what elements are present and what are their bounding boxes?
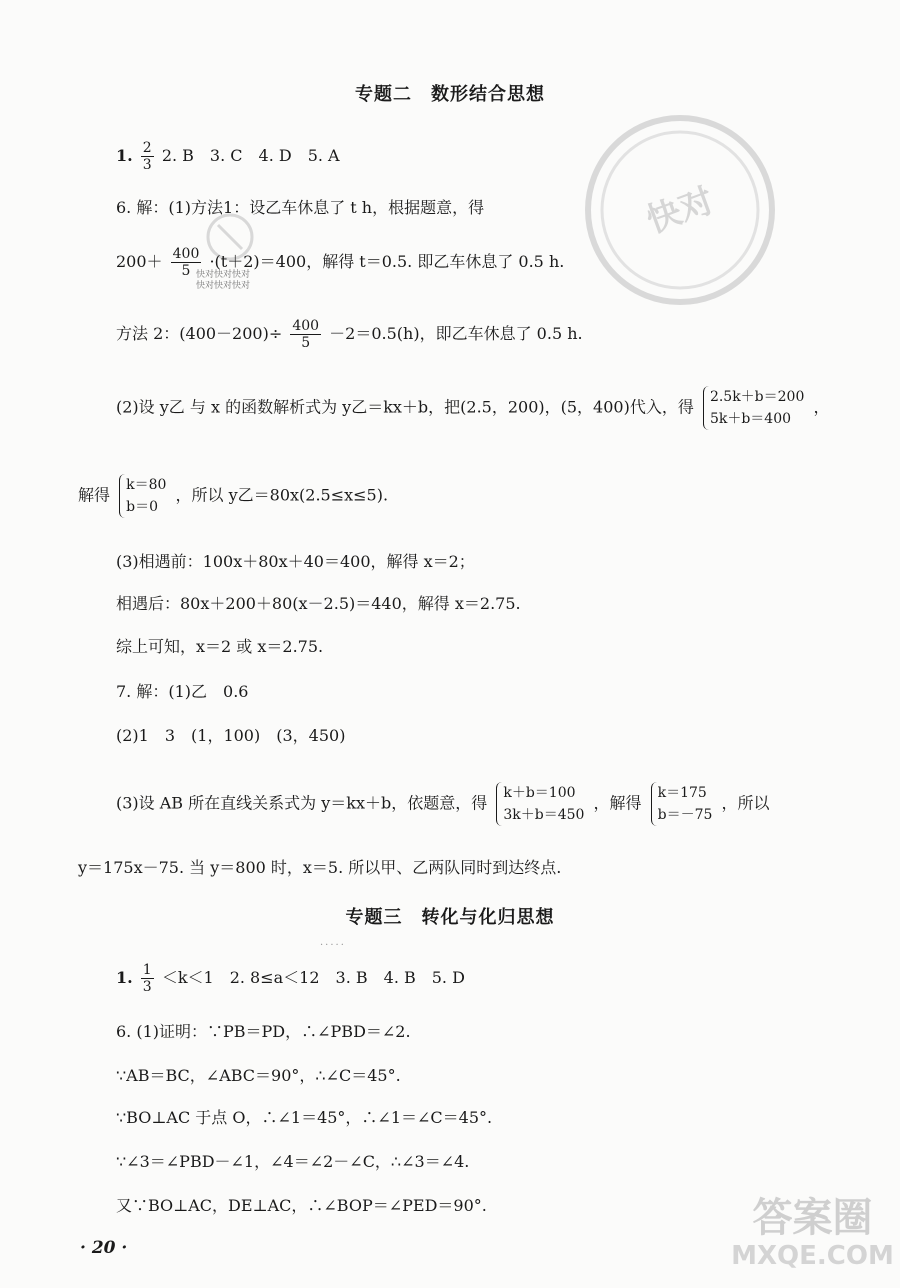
s2-q1-frac-num: 2 bbox=[142, 140, 152, 156]
s2-q6-p2-system bbox=[703, 386, 804, 430]
watermark-small-line-2: 快对快对快对 bbox=[196, 281, 251, 291]
s2-q7-p3-mid: ，解得 bbox=[593, 793, 642, 813]
s3-q6-e: 又∵BO⊥AC，DE⊥AC，∴∠BOP＝∠PED＝90°. bbox=[116, 1196, 487, 1215]
s3-q1-line bbox=[116, 962, 465, 995]
section-2-heading: 专题二 数形结合思想 bbox=[355, 84, 545, 105]
s2-q6-method2 bbox=[116, 318, 583, 351]
s2-q6-method2-post: －2＝0.5(h)，即乙车休息了 0.5 h. bbox=[329, 324, 583, 343]
s2-q7-p3 bbox=[116, 782, 770, 826]
s2-q6-method2-frac-num: 400 bbox=[292, 318, 320, 334]
s2-q6-method2-pre: 方法 2：(400－200)÷ bbox=[116, 324, 283, 343]
s2-q1-fraction bbox=[141, 140, 154, 173]
s2-q7-p3-sys2: 3k＋b＝450 bbox=[503, 807, 585, 823]
s2-q6-p2-sys1: 2.5k＋b＝200 bbox=[709, 389, 805, 405]
divider-dots: ····· bbox=[320, 940, 346, 951]
s3-q1-fraction bbox=[141, 962, 154, 995]
s2-q1-line bbox=[116, 140, 340, 173]
s2-q7-p3-post: ，所以 bbox=[721, 793, 770, 813]
s3-q1-frac-den: 3 bbox=[142, 979, 152, 995]
s2-q7-p3-end: y＝175x－75. 当 y＝800 时，x＝5. 所以甲、乙两队同时到达终点. bbox=[78, 858, 562, 877]
s2-q6-p2-tail: ， bbox=[813, 397, 830, 417]
s3-q6-a: 6. (1)证明：∵PB＝PD，∴∠PBD＝∠2. bbox=[116, 1022, 411, 1041]
s2-q6-method2-fraction bbox=[290, 318, 321, 351]
s2-q6-solve-post: ，所以 y乙＝80x(2.5≤x≤5). bbox=[175, 485, 389, 505]
watermark-stamp-icon bbox=[580, 110, 780, 310]
watermark-corner-text: 答案圈 bbox=[752, 1195, 873, 1241]
s2-q6-eq1-post: ·(t＋2)＝400，解得 t＝0.5. 即乙车休息了 0.5 h. bbox=[209, 252, 565, 271]
s2-q6-p3-b: 相遇后：80x＋200＋80(x－2.5)＝440，解得 x＝2.75. bbox=[116, 594, 521, 613]
s3-q1-frac-num: 1 bbox=[142, 962, 152, 978]
s2-q6-solve-pre: 解得 bbox=[78, 485, 111, 505]
s2-q7-p3-sys1: k＋b＝100 bbox=[503, 785, 576, 801]
watermark-corner-logo bbox=[730, 1195, 895, 1271]
s2-q6-solve bbox=[78, 474, 388, 518]
s2-q1-label: 1. bbox=[116, 146, 133, 165]
s2-q7-p3-system-2 bbox=[651, 782, 713, 826]
s2-q7-p2: (2)1 3 (1，100) (3，450) bbox=[116, 726, 346, 745]
watermark-small-line-1: 快对快对快对 bbox=[196, 270, 251, 280]
s2-q6-eq1-pre: 200＋ bbox=[116, 252, 163, 271]
s2-q6-p3-a: (3)相遇前：100x＋80x＋40＝400，解得 x＝2； bbox=[116, 552, 475, 571]
watermark-corner-url: MXQE.COM bbox=[731, 1241, 894, 1271]
s2-q6-solve-system bbox=[119, 474, 166, 518]
s2-q6-eq1-frac-num: 400 bbox=[172, 246, 200, 262]
s3-q1-label: 1. bbox=[116, 968, 133, 987]
s3-q6-d: ∵∠3＝∠PBD－∠1，∠4＝∠2－∠C，∴∠3＝∠4. bbox=[116, 1152, 470, 1171]
s2-q7-head: 7. 解：(1)乙 0.6 bbox=[116, 682, 249, 701]
s3-q6-c: ∵BO⊥AC 于点 O，∴∠1＝45°，∴∠1＝∠C＝45°. bbox=[116, 1108, 493, 1127]
s2-q7-p3-system-1 bbox=[496, 782, 584, 826]
s2-q6-p2-text: (2)设 y乙 与 x 的函数解析式为 y乙＝kx＋b，把(2.5，200)，(5，400)代入，得 bbox=[116, 397, 694, 417]
s2-q6-p2-sys2: 5k＋b＝400 bbox=[709, 411, 792, 427]
page-number: · 20 · bbox=[80, 1238, 128, 1258]
s2-q7-p3-pre: (3)设 AB 所在直线关系式为 y＝kx＋b，依题意，得 bbox=[116, 793, 488, 813]
section-3-heading: 专题三 转化与化归思想 bbox=[345, 907, 555, 928]
watermark-big-text: 快对 bbox=[641, 180, 720, 242]
s2-q7-p3-sys4: b＝－75 bbox=[657, 807, 713, 823]
s3-q1-rest: ＜k＜1 2. 8≤a＜12 3. B 4. B 5. D bbox=[161, 968, 465, 987]
s2-q6-head: 6. 解：(1)方法1：设乙车休息了 t h，根据题意，得 bbox=[116, 198, 485, 217]
s2-q1-rest: 2. B 3. C 4. D 5. A bbox=[161, 146, 340, 165]
s3-q6-b: ∵AB＝BC，∠ABC＝90°，∴∠C＝45°. bbox=[116, 1066, 401, 1085]
s2-q6-method2-frac-den: 5 bbox=[301, 335, 311, 351]
s2-q6-eq1-frac-den: 5 bbox=[181, 263, 191, 279]
s2-q6-p3-c: 综上可知，x＝2 或 x＝2.75. bbox=[116, 637, 324, 656]
s2-q6-eq1-fraction bbox=[171, 246, 202, 279]
s2-q7-p3-sys3: k＝175 bbox=[657, 785, 707, 801]
s2-q6-eq1 bbox=[116, 246, 564, 279]
s2-q1-frac-den: 3 bbox=[142, 157, 152, 173]
s2-q6-p2 bbox=[116, 386, 829, 430]
s2-q6-solve-sys2: b＝0 bbox=[126, 499, 158, 515]
s2-q6-solve-sys1: k＝80 bbox=[126, 477, 167, 493]
